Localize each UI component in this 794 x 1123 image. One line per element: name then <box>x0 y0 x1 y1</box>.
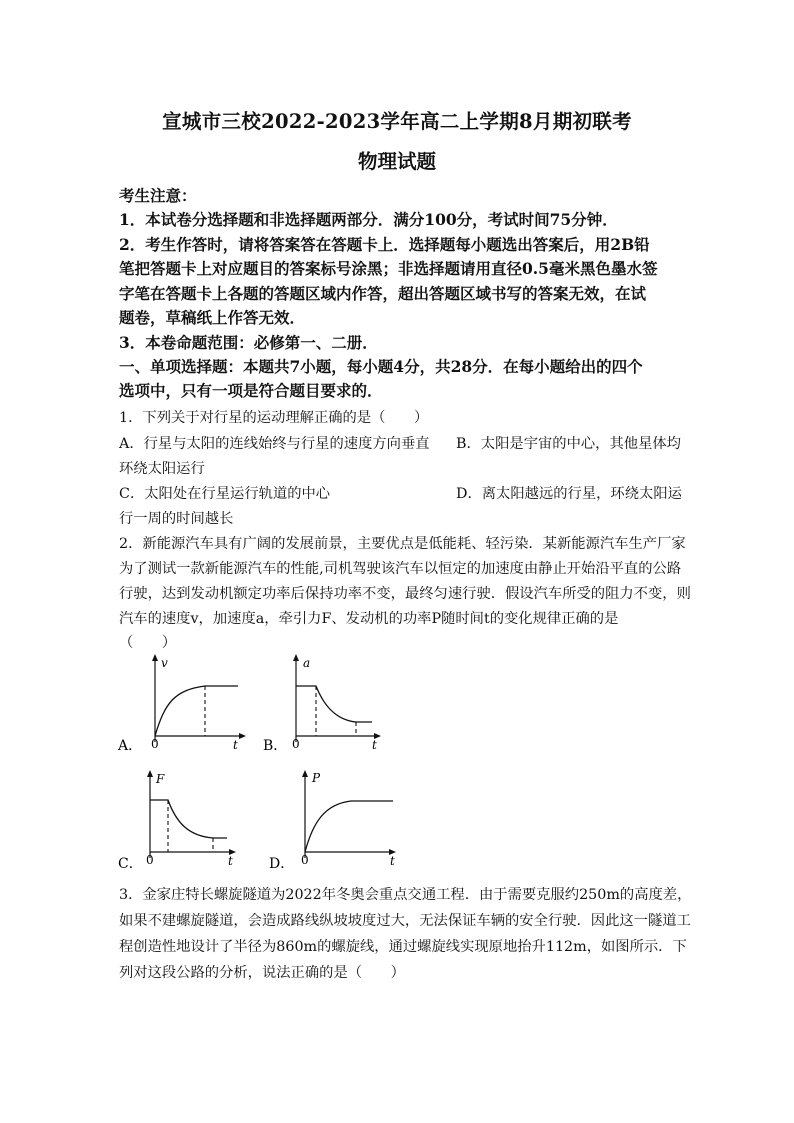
q1-option-c: C．太阳处在行星运行轨道的中心 <box>119 486 331 502</box>
q1-option-b-continued: 环绕太阳运行 <box>119 461 205 477</box>
graph-d-y-label: P <box>312 771 321 785</box>
graph-b-option-label: B． <box>263 738 288 754</box>
graph-c-f-t <box>115 768 245 873</box>
notice-item-2-line-3: 字笔在答题卡上各题的答题区域内作答，超出答题区域书写的答案无效，在试 <box>119 284 647 303</box>
q2-line-4: 汽车的速度v，加速度a，牵引力F、发动机的功率P随时间t的变化规律正确的是 <box>119 611 619 627</box>
graph-d-option-label: D． <box>269 856 295 872</box>
graph-c-origin: 0 <box>146 853 154 867</box>
notice-heading: 考生注意： <box>119 186 197 205</box>
graph-a-x-label: t <box>233 738 238 752</box>
q1-option-d-continued: 行一周的时间越长 <box>119 511 234 527</box>
q3-line-4: 列对这段公路的分析，说法正确的是（ ） <box>119 965 405 981</box>
graph-a-option-label: A． <box>118 738 143 754</box>
graph-a-origin: 0 <box>151 737 159 751</box>
graph-c-option-label: C． <box>118 856 143 872</box>
notice-item-2-line-2: 笔把答题卡上对应题目的答案标号涂黑；非选择题请用直径0.5毫米黑色墨水签 <box>119 259 658 278</box>
notice-item-3: 3．本卷命题范围：必修第一、二册． <box>119 333 378 352</box>
q1-option-a: A．行星与太阳的连线始终与行星的速度方向垂直 <box>119 436 430 452</box>
q3-line-2: 如果不建螺旋隧道，会造成路线纵坡坡度过大，无法保证车辆的安全行驶．因此这一隧道工 <box>119 913 691 929</box>
graph-d-origin: 0 <box>301 853 309 867</box>
section-heading-line-2: 选项中，只有一项是符合题目要求的． <box>119 381 383 400</box>
graph-d-x-label: t <box>390 854 395 868</box>
notice-item-2-line-4: 题卷，草稿纸上作答无效． <box>119 308 306 327</box>
q3-line-1: 3．金家庄特长螺旋隧道为2022年冬奥会重点交通工程．由于需要克服约250m的高度差， <box>119 887 692 903</box>
q1-option-b: B．太阳是宇宙的中心，其他星体均 <box>456 436 681 452</box>
page-subtitle: 物理试题 <box>357 150 436 173</box>
q3-line-3: 程创造性地设计了半径为860m的螺旋线，通过螺旋线实现原地抬升112m，如图所示．下 <box>119 939 687 955</box>
graph-d-p-t <box>265 768 405 873</box>
graph-a-y-label: v <box>161 656 168 670</box>
q2-line-2: 为了测试一款新能源汽车的性能,司机驾驶该汽车以恒定的加速度由静止开始沿平直的公路 <box>119 561 682 577</box>
graph-b-origin: 0 <box>292 737 300 751</box>
notice-item-2-line-1: 2．考生作答时，请将答案答在答题卡上．选择题每小题选出答案后，用2B铅 <box>119 235 650 254</box>
graph-c-y-label: F <box>156 772 165 786</box>
q1-stem: 1．下列关于对行星的运动理解正确的是（ ） <box>119 410 429 426</box>
page-title: 宣城市三校2022-2023学年高二上学期8月期初联考 <box>162 110 632 133</box>
notice-item-1: 1．本试卷分选择题和非选择题两部分．满分100分，考试时间75分钟． <box>119 210 618 229</box>
graph-a-v-t <box>115 652 255 757</box>
q2-line-5: （ ） <box>119 635 177 651</box>
graph-c-x-label: t <box>228 854 233 868</box>
q1-option-d: D．离太阳越远的行星，环绕太阳运 <box>456 486 682 502</box>
graph-b-a-t <box>260 652 390 757</box>
q2-line-3: 行驶，达到发动机额定功率后保持功率不变，最终匀速行驶．假设汽车所受的阻力不变，则 <box>119 586 691 602</box>
q2-line-1: 2．新能源汽车具有广阔的发展前景，主要优点是低能耗、轻污染．某新能源汽车生产厂家 <box>119 536 686 552</box>
section-heading-line-1: 一、单项选择题：本题共7小题，每小题4分，共28分．在每小题给出的四个 <box>119 357 643 376</box>
graph-b-y-label: a <box>303 656 311 670</box>
graph-b-x-label: t <box>372 738 377 752</box>
